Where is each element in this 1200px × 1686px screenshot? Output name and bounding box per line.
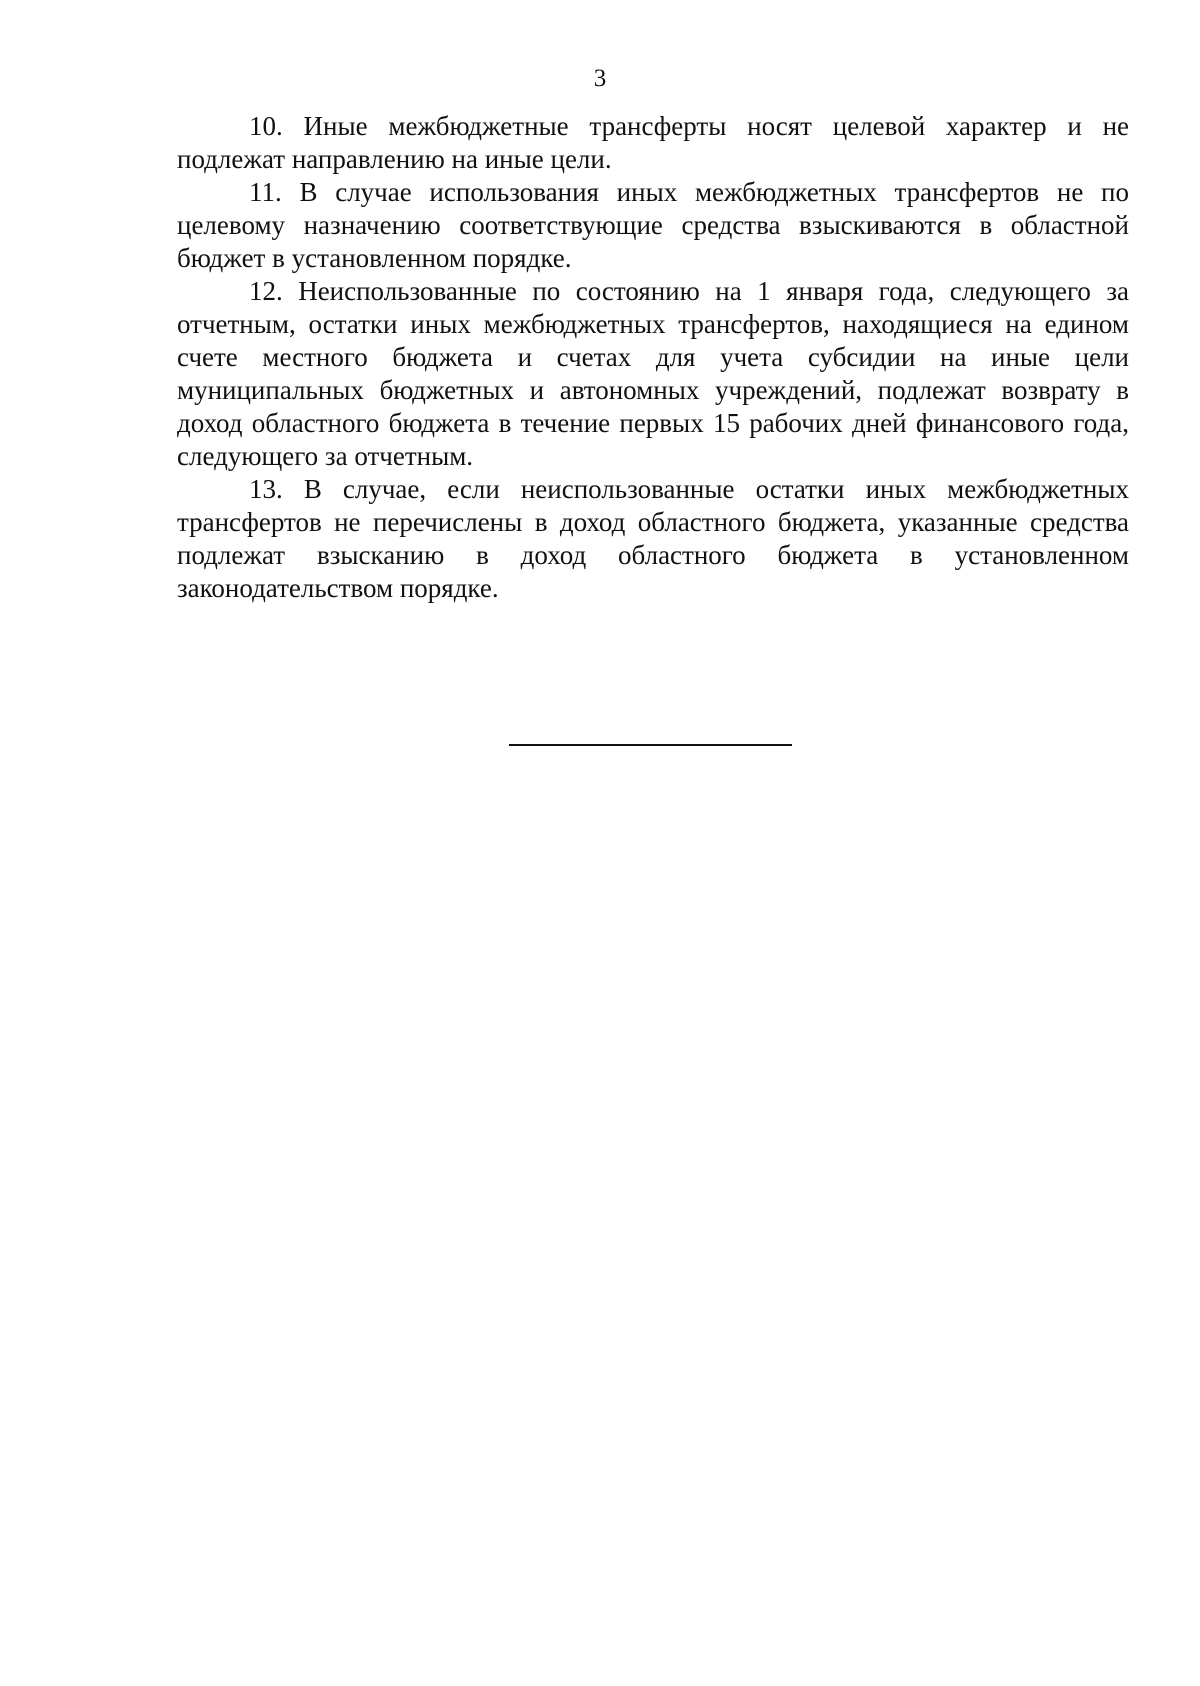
paragraph-11: 11. В случае использования иных межбюджетных трансфертов не по целевому назначению соответствующие средства взыскиваются в областной бюджет в установленном порядке. xyxy=(177,177,1129,273)
paragraph-12: 12. Неиспользованные по состоянию на 1 января года, следующего за отчетным, остатки иных межбюджетных трансфертов, находящиеся на едином счете местного бюджета и счетах для учета субсидии на иные цели муниципальных бюджетных и автономных учреждений, подлежат возврату в доход областного бюджета в течение первых 15 рабочих дней финансового года, следующего за отчетным. xyxy=(177,276,1129,471)
page-number: 3 xyxy=(593,65,607,92)
paragraph-10: 10. Иные межбюджетные трансферты носят целевой характер и не подлежат направлению на иные цели. xyxy=(177,111,1129,174)
paragraph-13: 13. В случае, если неиспользованные остатки иных межбюджетных трансфертов не перечислены в доход областного бюджета, указанные средства подлежат взысканию в доход областного бюджета в установленном законодательством порядке. xyxy=(177,474,1129,603)
end-separator-line xyxy=(509,744,792,746)
document-body xyxy=(177,110,1129,605)
